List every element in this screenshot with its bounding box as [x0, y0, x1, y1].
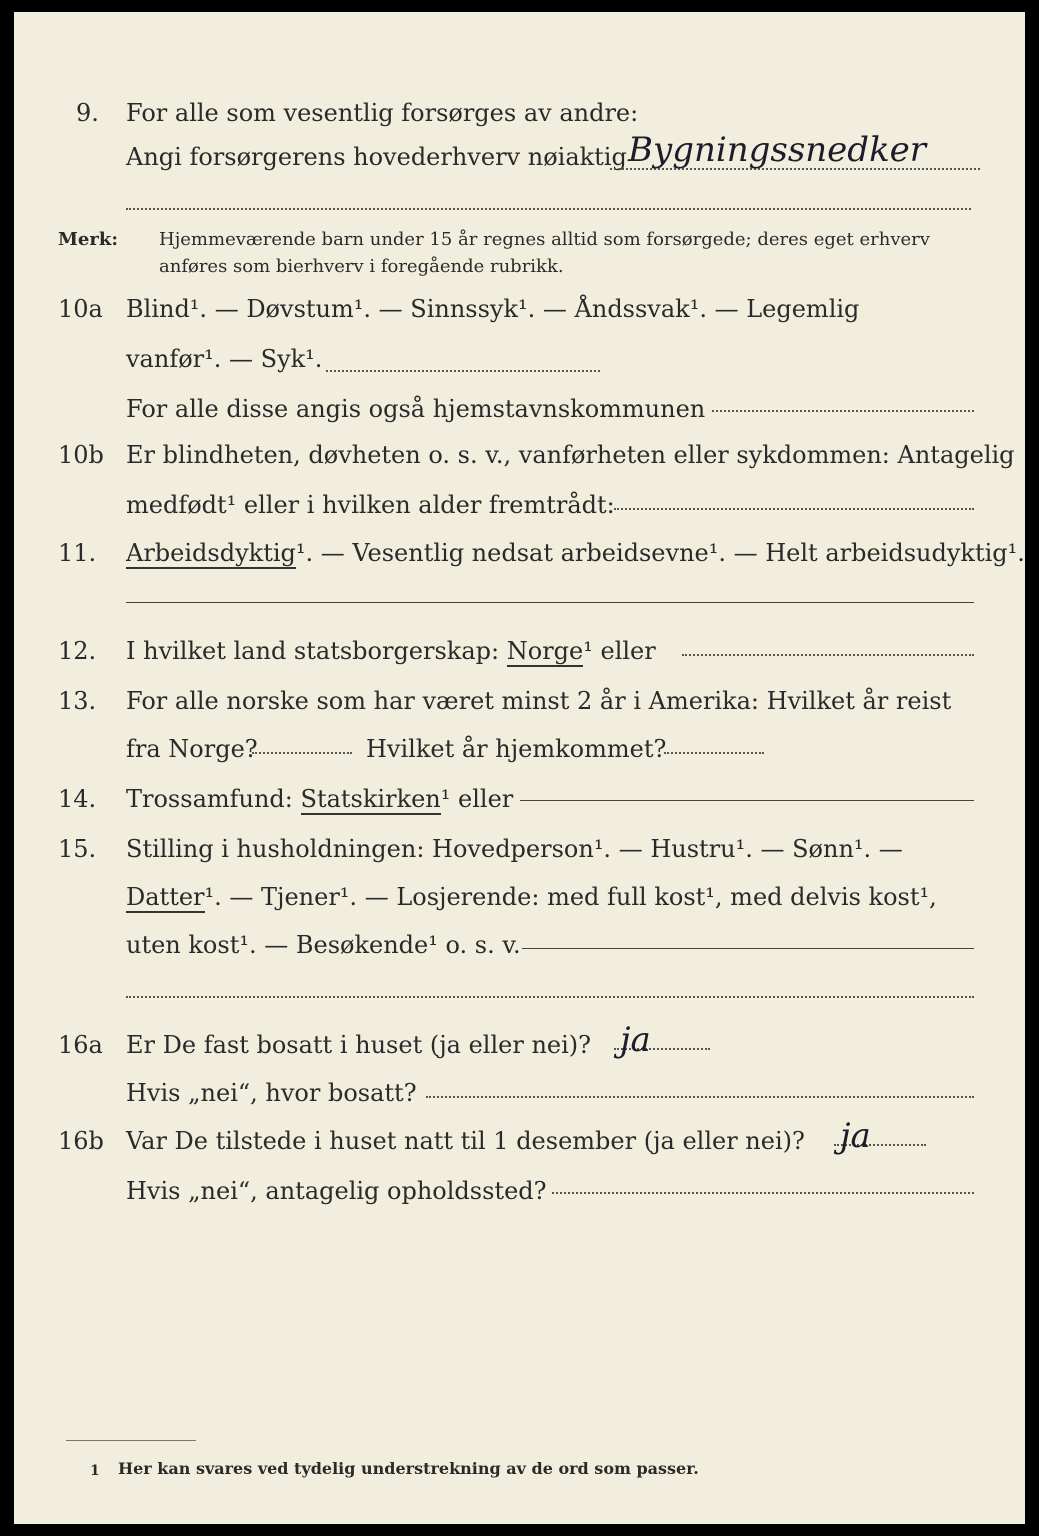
q9-handwritten-answer: Bygningssnedker [628, 130, 927, 170]
q11-line [126, 538, 1025, 568]
q12-field[interactable] [682, 654, 974, 656]
q10b-alder-field[interactable] [614, 508, 974, 510]
q16a-line1: Er De fast bosatt i huset (ja eller nei)? [126, 1031, 592, 1059]
arbeidsdyktig-underlined[interactable]: Arbeidsdyktig [126, 539, 296, 567]
q16a-line2: Hvis „nei“, hvor bosatt? [126, 1079, 417, 1107]
q16b-handwritten-answer: ja [840, 1116, 871, 1156]
q13-line2a: fra Norge? [126, 735, 258, 763]
q12-number: 12. [58, 637, 97, 665]
footnote-rule [66, 1440, 196, 1441]
footnote-mark: 1 [90, 1463, 100, 1479]
merk-line1: Hjemmeværende barn under 15 år regnes alltid som forsørgede; deres eget erhverv [159, 229, 930, 250]
q13-hjemkommet-field[interactable] [664, 752, 764, 754]
census-form-page [14, 12, 1025, 1524]
q16a-number: 16a [58, 1031, 103, 1059]
q14-rest: ¹ eller [440, 785, 514, 813]
q10b-line2: medfødt¹ eller i hvilken alder fremtrådt: [126, 491, 615, 519]
q9-line1: For alle som vesentlig forsørges av andre: [126, 99, 639, 127]
q10a-number: 10a [58, 295, 103, 323]
q13-line2b: Hvilket år hjemkommet? [366, 735, 667, 763]
q10a-kommune-field[interactable] [712, 410, 974, 412]
q16b-number: 16b [58, 1127, 104, 1155]
norge-underlined[interactable]: Norge [506, 637, 584, 665]
q12-line [126, 636, 656, 666]
q11-answer-line[interactable] [126, 602, 974, 603]
q15-number: 15. [58, 835, 97, 863]
q13-reist-field[interactable] [252, 752, 352, 754]
q9-line2: Angi forsørgerens hovederhverv nøiaktig [126, 143, 627, 171]
q16a-handwritten-answer: ja [620, 1020, 651, 1060]
q15-line2-rest: ¹. — Tjener¹. — Losjerende: med full kost¹, med delvis kost¹, [204, 883, 937, 911]
footnote-text: Her kan svares ved tydelig understrekning av de ord som passer. [118, 1459, 699, 1478]
q10b-line1: Er blindheten, døvheten o. s. v., vanførheten eller sykdommen: Antagelig [126, 441, 1015, 469]
q13-line1: For alle norske som har været minst 2 år i Amerika: Hvilket år reist [126, 687, 952, 715]
q10a-line1: Blind¹. — Døvstum¹. — Sinnssyk¹. — Åndssvak¹. — Legemlig [126, 295, 860, 323]
q12-rest: ¹ eller [583, 637, 656, 665]
q14-number: 14. [58, 785, 97, 813]
q9-extra-field[interactable] [126, 208, 971, 210]
q15-extra-field[interactable] [126, 996, 974, 998]
q15-line3: uten kost¹. — Besøkende¹ o. s. v. [126, 931, 521, 959]
q10b-number: 10b [58, 441, 104, 469]
q16b-line2: Hvis „nei“, antagelig opholdssted? [126, 1177, 547, 1205]
q9-number: 9. [76, 99, 99, 127]
q16a-bosatt-field[interactable] [426, 1096, 974, 1098]
datter-underlined[interactable]: Datter [126, 883, 205, 911]
q15-line2 [126, 882, 937, 912]
q10a-syk-field[interactable] [326, 370, 600, 372]
statskirken-underlined[interactable]: Statskirken [300, 785, 441, 813]
q16b-line1: Var De tilstede i huset natt til 1 desember (ja eller nei)? [126, 1127, 805, 1155]
q11-number: 11. [58, 539, 97, 567]
q15-field[interactable] [522, 948, 974, 949]
q16b-opholdssted-field[interactable] [552, 1192, 974, 1194]
q15-line1: Stilling i husholdningen: Hovedperson¹. — Hustru¹. — Sønn¹. — [126, 835, 903, 863]
q11-rest: ¹. — Vesentlig nedsat arbeidsevne¹. — Helt arbeidsudyktig¹. [295, 539, 1025, 567]
q14-field[interactable] [520, 800, 974, 801]
q10a-line3: For alle disse angis også hjemstavnskommunen [126, 395, 706, 423]
q14-text: Trossamfund: [126, 785, 293, 813]
q10a-line2: vanfør¹. — Syk¹. [126, 345, 323, 373]
q13-number: 13. [58, 687, 97, 715]
merk-label: Merk: [58, 229, 118, 250]
q14-line [126, 784, 513, 814]
q12-text: I hvilket land statsborgerskap: [126, 637, 500, 665]
merk-line2: anføres som bierhverv i foregående rubrikk. [159, 256, 564, 277]
